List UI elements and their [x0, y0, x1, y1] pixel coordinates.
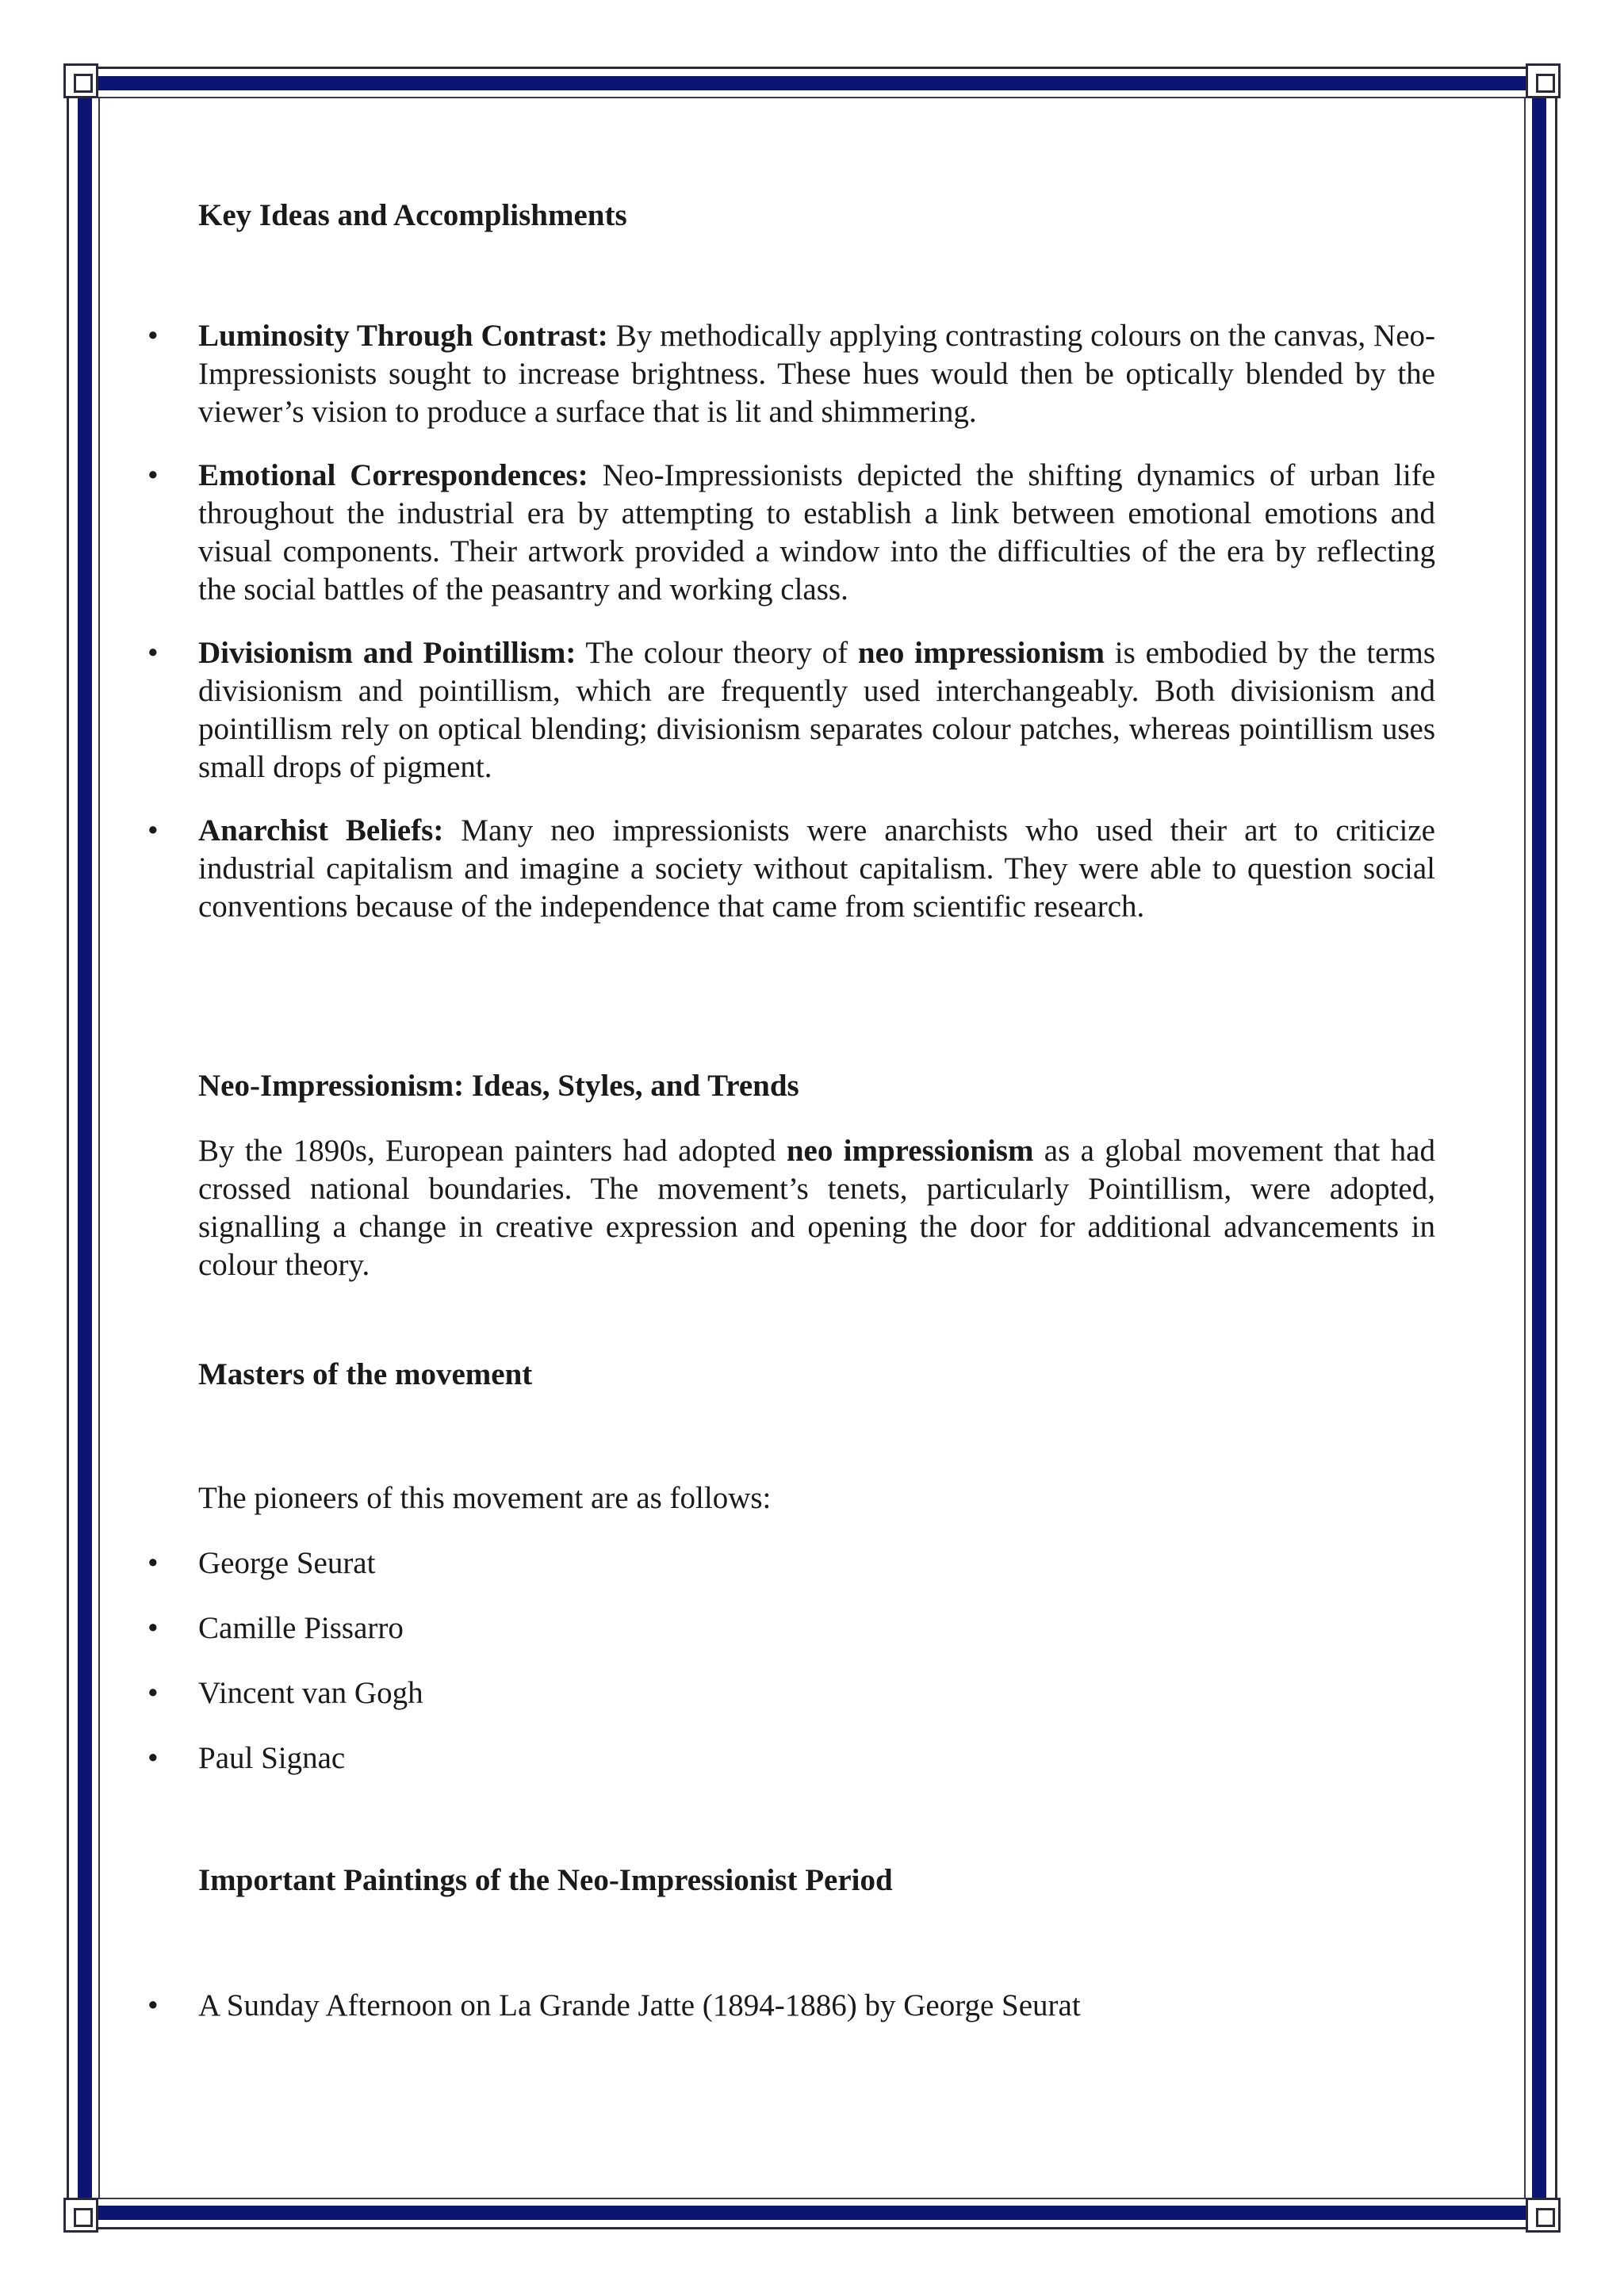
paintings-list	[198, 1987, 1435, 2025]
list-item-text: The colour theory of	[576, 636, 858, 670]
inline-keyword: neo impressionism	[857, 636, 1105, 670]
list-item-text: Many neo impressionists were anarchists who used their art to criticize industrial capitalism and imagine a society without capitalism. They were able to question social conventions because of the independence that came from scientific research.	[198, 813, 1435, 924]
list-item-text: Neo-Impressionists depicted the shifting dynamics of urban life throughout the industrial era by attempting to establish a link between emotional emotions and visual components. Their artwork provided a window into the difficulties of the era by reflecting the social battles of the peasantry and working class.	[198, 458, 1436, 607]
section-heading-ideas-styles-trends: Neo-Impressionism: Ideas, Styles, and Trends	[198, 1069, 799, 1103]
pioneers-intro: The pioneers of this movement are as follows:	[198, 1481, 772, 1515]
section-heading-masters: Masters of the movement	[198, 1357, 533, 1391]
list-item: • Vincent van Gogh	[198, 1674, 1435, 1712]
list-item	[198, 457, 1435, 609]
list-item: • Paul Signac	[198, 1739, 1435, 1777]
list-item	[198, 634, 1435, 786]
corner-ornament-bottom-right	[1526, 2198, 1561, 2233]
list-item-text: By methodically applying contrasting colours on the canvas, Neo-Impressionists sought to increase brightness. These hues would then be optically blended by the viewer’s vision to produce a surface that is lit and shimmering.	[198, 319, 1435, 429]
section-heading-important-paintings: Important Paintings of the Neo-Impressionist Period	[198, 1863, 893, 1897]
section-paragraph	[198, 1132, 1435, 1284]
list-item-term: Emotional Correspondences:	[198, 458, 588, 492]
list-item: • A Sunday Afternoon on La Grande Jatte (1894-1886) by George Seurat	[198, 1987, 1435, 2025]
paragraph-text: as a global movement that had crossed national boundaries. The movement’s tenets, particularly Pointillism, were adopted, signalling a change in creative expression and opening the door for additional advancements in colour theory.	[198, 1134, 1435, 1282]
list-item-term: Luminosity Through Contrast:	[198, 319, 608, 353]
list-item: • Camille Pissarro	[198, 1609, 1435, 1647]
list-item	[198, 317, 1435, 431]
list-item	[198, 812, 1435, 926]
section-heading-key-ideas: Key Ideas and Accomplishments	[198, 198, 627, 232]
corner-ornament-bottom-left	[63, 2198, 98, 2233]
inline-keyword: neo impressionism	[786, 1134, 1034, 1168]
list-item-text: is embodied by the terms divisionism and pointillism, which are frequently used interchangeably. Both divisionism and pointillism rely on optical blending; divisionism separates colour patches, whereas pointillism uses small drops of pigment.	[198, 636, 1435, 784]
key-ideas-list	[198, 317, 1435, 926]
corner-ornament-top-right	[1526, 63, 1561, 98]
list-item: • George Seurat	[198, 1544, 1435, 1582]
list-item-term: Anarchist Beliefs:	[198, 813, 444, 848]
list-item-term: Divisionism and Pointillism:	[198, 636, 576, 670]
paragraph-text: By the 1890s, European painters had adopted	[198, 1134, 787, 1168]
corner-ornament-top-left	[63, 63, 98, 98]
pioneers-list	[198, 1544, 1435, 1777]
document-body	[198, 197, 1435, 2025]
